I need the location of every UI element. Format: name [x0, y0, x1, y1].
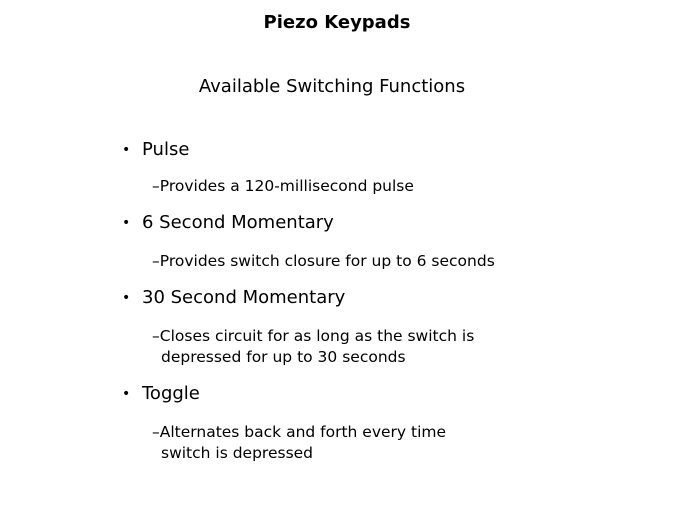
- bullet-heading: Pulse: [142, 139, 190, 160]
- bullet-item-toggle: [122, 383, 200, 405]
- detail-line-continued: switch is depressed: [161, 444, 314, 462]
- bullet-detail-6-second-momentary: [152, 251, 552, 272]
- bullet-icon: •: [122, 290, 131, 306]
- bullet-detail-pulse: [152, 176, 552, 197]
- slide-title: Piezo Keypads: [263, 12, 411, 33]
- dash-icon: –: [152, 327, 160, 345]
- bullet-item-6-second-momentary: [122, 212, 334, 234]
- dash-icon: –: [152, 423, 160, 441]
- dash-icon: –: [152, 177, 160, 195]
- detail-line: Provides a 120-millisecond pulse: [159, 177, 414, 195]
- bullet-heading: Toggle: [142, 383, 200, 404]
- bullet-item-pulse: [122, 139, 189, 161]
- bullet-detail-toggle: [152, 422, 552, 464]
- bullet-icon: •: [122, 142, 131, 158]
- bullet-heading: 30 Second Momentary: [142, 287, 346, 308]
- bullet-detail-30-second-momentary: [152, 326, 552, 368]
- slide-subtitle: Available Switching Functions: [198, 76, 466, 97]
- dash-icon: –: [152, 252, 160, 270]
- detail-line: Alternates back and forth every time: [159, 423, 447, 441]
- bullet-icon: •: [122, 215, 131, 231]
- bullet-item-30-second-momentary: [122, 287, 345, 309]
- detail-line-continued: depressed for up to 30 seconds: [161, 348, 406, 366]
- detail-line: Provides switch closure for up to 6 seconds: [159, 252, 495, 270]
- detail-line: Closes circuit for as long as the switch is: [159, 327, 475, 345]
- bullet-heading: 6 Second Momentary: [142, 212, 334, 233]
- bullet-icon: •: [122, 386, 131, 402]
